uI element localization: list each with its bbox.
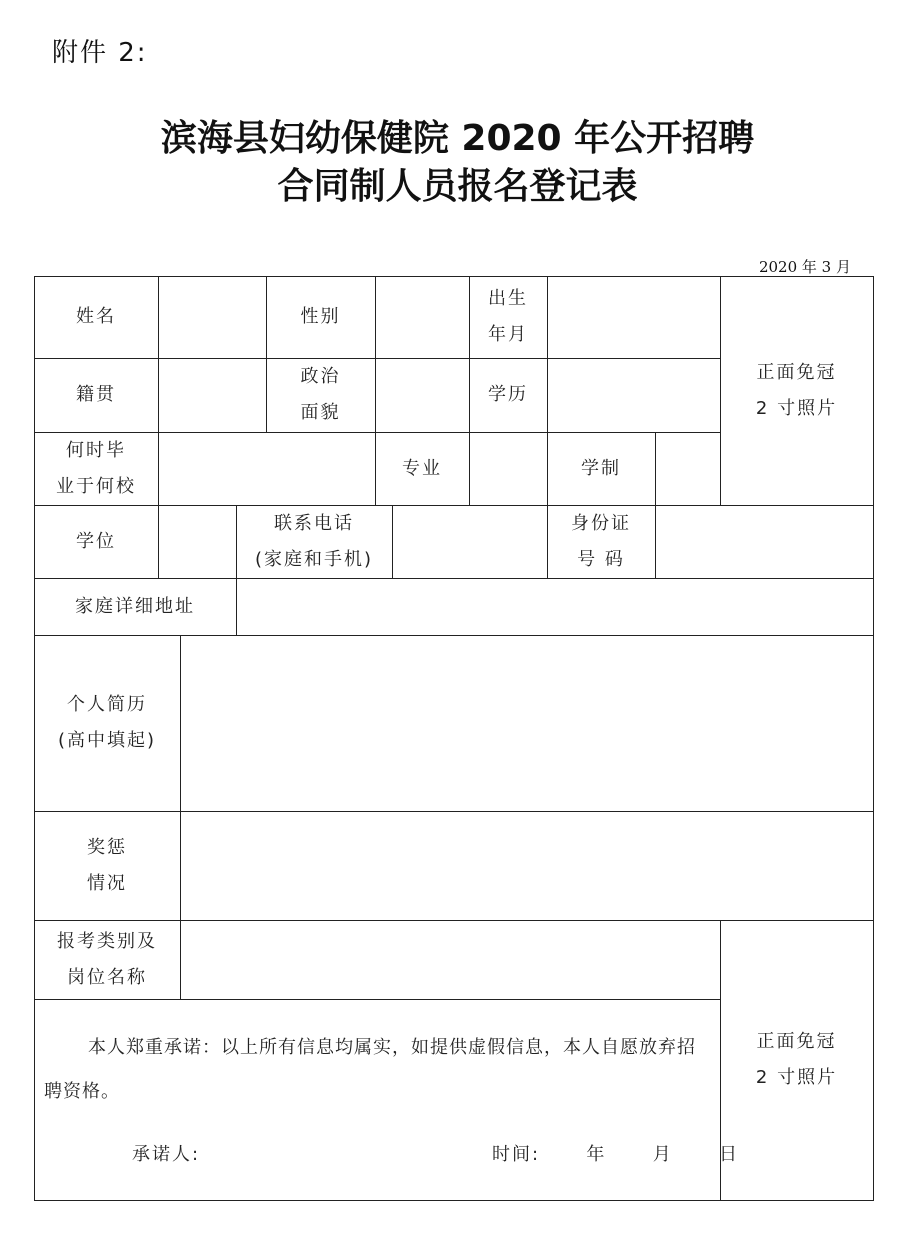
field-native-place[interactable] xyxy=(158,358,266,432)
field-phone[interactable] xyxy=(392,505,547,578)
label-address: 家庭详细地址 xyxy=(75,595,195,617)
field-awards[interactable] xyxy=(180,811,873,920)
field-political[interactable] xyxy=(375,358,469,432)
pledge-text: 本人郑重承诺：以上所有信息均属实，如提供虚假信息，本人自愿放弃招聘资格。 xyxy=(44,1037,696,1102)
label-phone: 联系电话 (家庭和手机) xyxy=(254,512,374,570)
label-name: 姓名 xyxy=(76,306,116,327)
label-education: 学历 xyxy=(488,384,528,405)
field-education[interactable] xyxy=(547,358,720,432)
pledge-time-label: 时间: 年 月 日 xyxy=(492,1144,740,1165)
field-address[interactable] xyxy=(236,578,873,635)
label-major: 专业 xyxy=(402,457,442,479)
label-degree: 学位 xyxy=(76,530,116,552)
pledge-statement xyxy=(44,1026,714,1114)
label-political: 政治 面貌 xyxy=(300,366,341,423)
label-awards: 奖惩 情况 xyxy=(87,836,127,894)
field-position[interactable] xyxy=(180,920,720,999)
field-birth[interactable] xyxy=(547,276,720,358)
field-major[interactable] xyxy=(469,432,547,505)
attachment-label: 附件 2: xyxy=(52,38,148,68)
photo-box-bottom[interactable]: 正面免冠 2 寸照片 xyxy=(755,1031,838,1088)
photo-box-top[interactable]: 正面免冠 2 寸照片 xyxy=(755,361,838,419)
field-graduated[interactable] xyxy=(158,432,375,505)
field-degree[interactable] xyxy=(158,505,236,578)
form-title-line1: 滨海县妇幼保健院 2020 年公开招聘 xyxy=(160,118,755,159)
field-duration[interactable] xyxy=(655,432,720,505)
label-native-place: 籍贯 xyxy=(76,384,116,405)
label-duration: 学制 xyxy=(581,457,621,479)
pledge-signer-label: 承诺人: xyxy=(132,1144,201,1165)
field-id-card[interactable] xyxy=(655,505,873,578)
label-gender: 性别 xyxy=(300,306,341,327)
label-resume: 个人简历 (高中填起) xyxy=(57,694,157,751)
field-gender[interactable] xyxy=(375,276,469,358)
field-resume[interactable] xyxy=(180,635,873,811)
form-date: 2020 年 3 月 xyxy=(758,258,851,276)
label-position: 报考类别及 岗位名称 xyxy=(57,930,157,988)
field-name[interactable] xyxy=(158,276,266,358)
label-graduated: 何时毕 业于何校 xyxy=(56,439,136,497)
label-id-card: 身份证 号 码 xyxy=(571,512,631,570)
form-title-line2: 合同制人员报名登记表 xyxy=(277,166,638,207)
label-birth: 出生 年月 xyxy=(488,288,528,345)
